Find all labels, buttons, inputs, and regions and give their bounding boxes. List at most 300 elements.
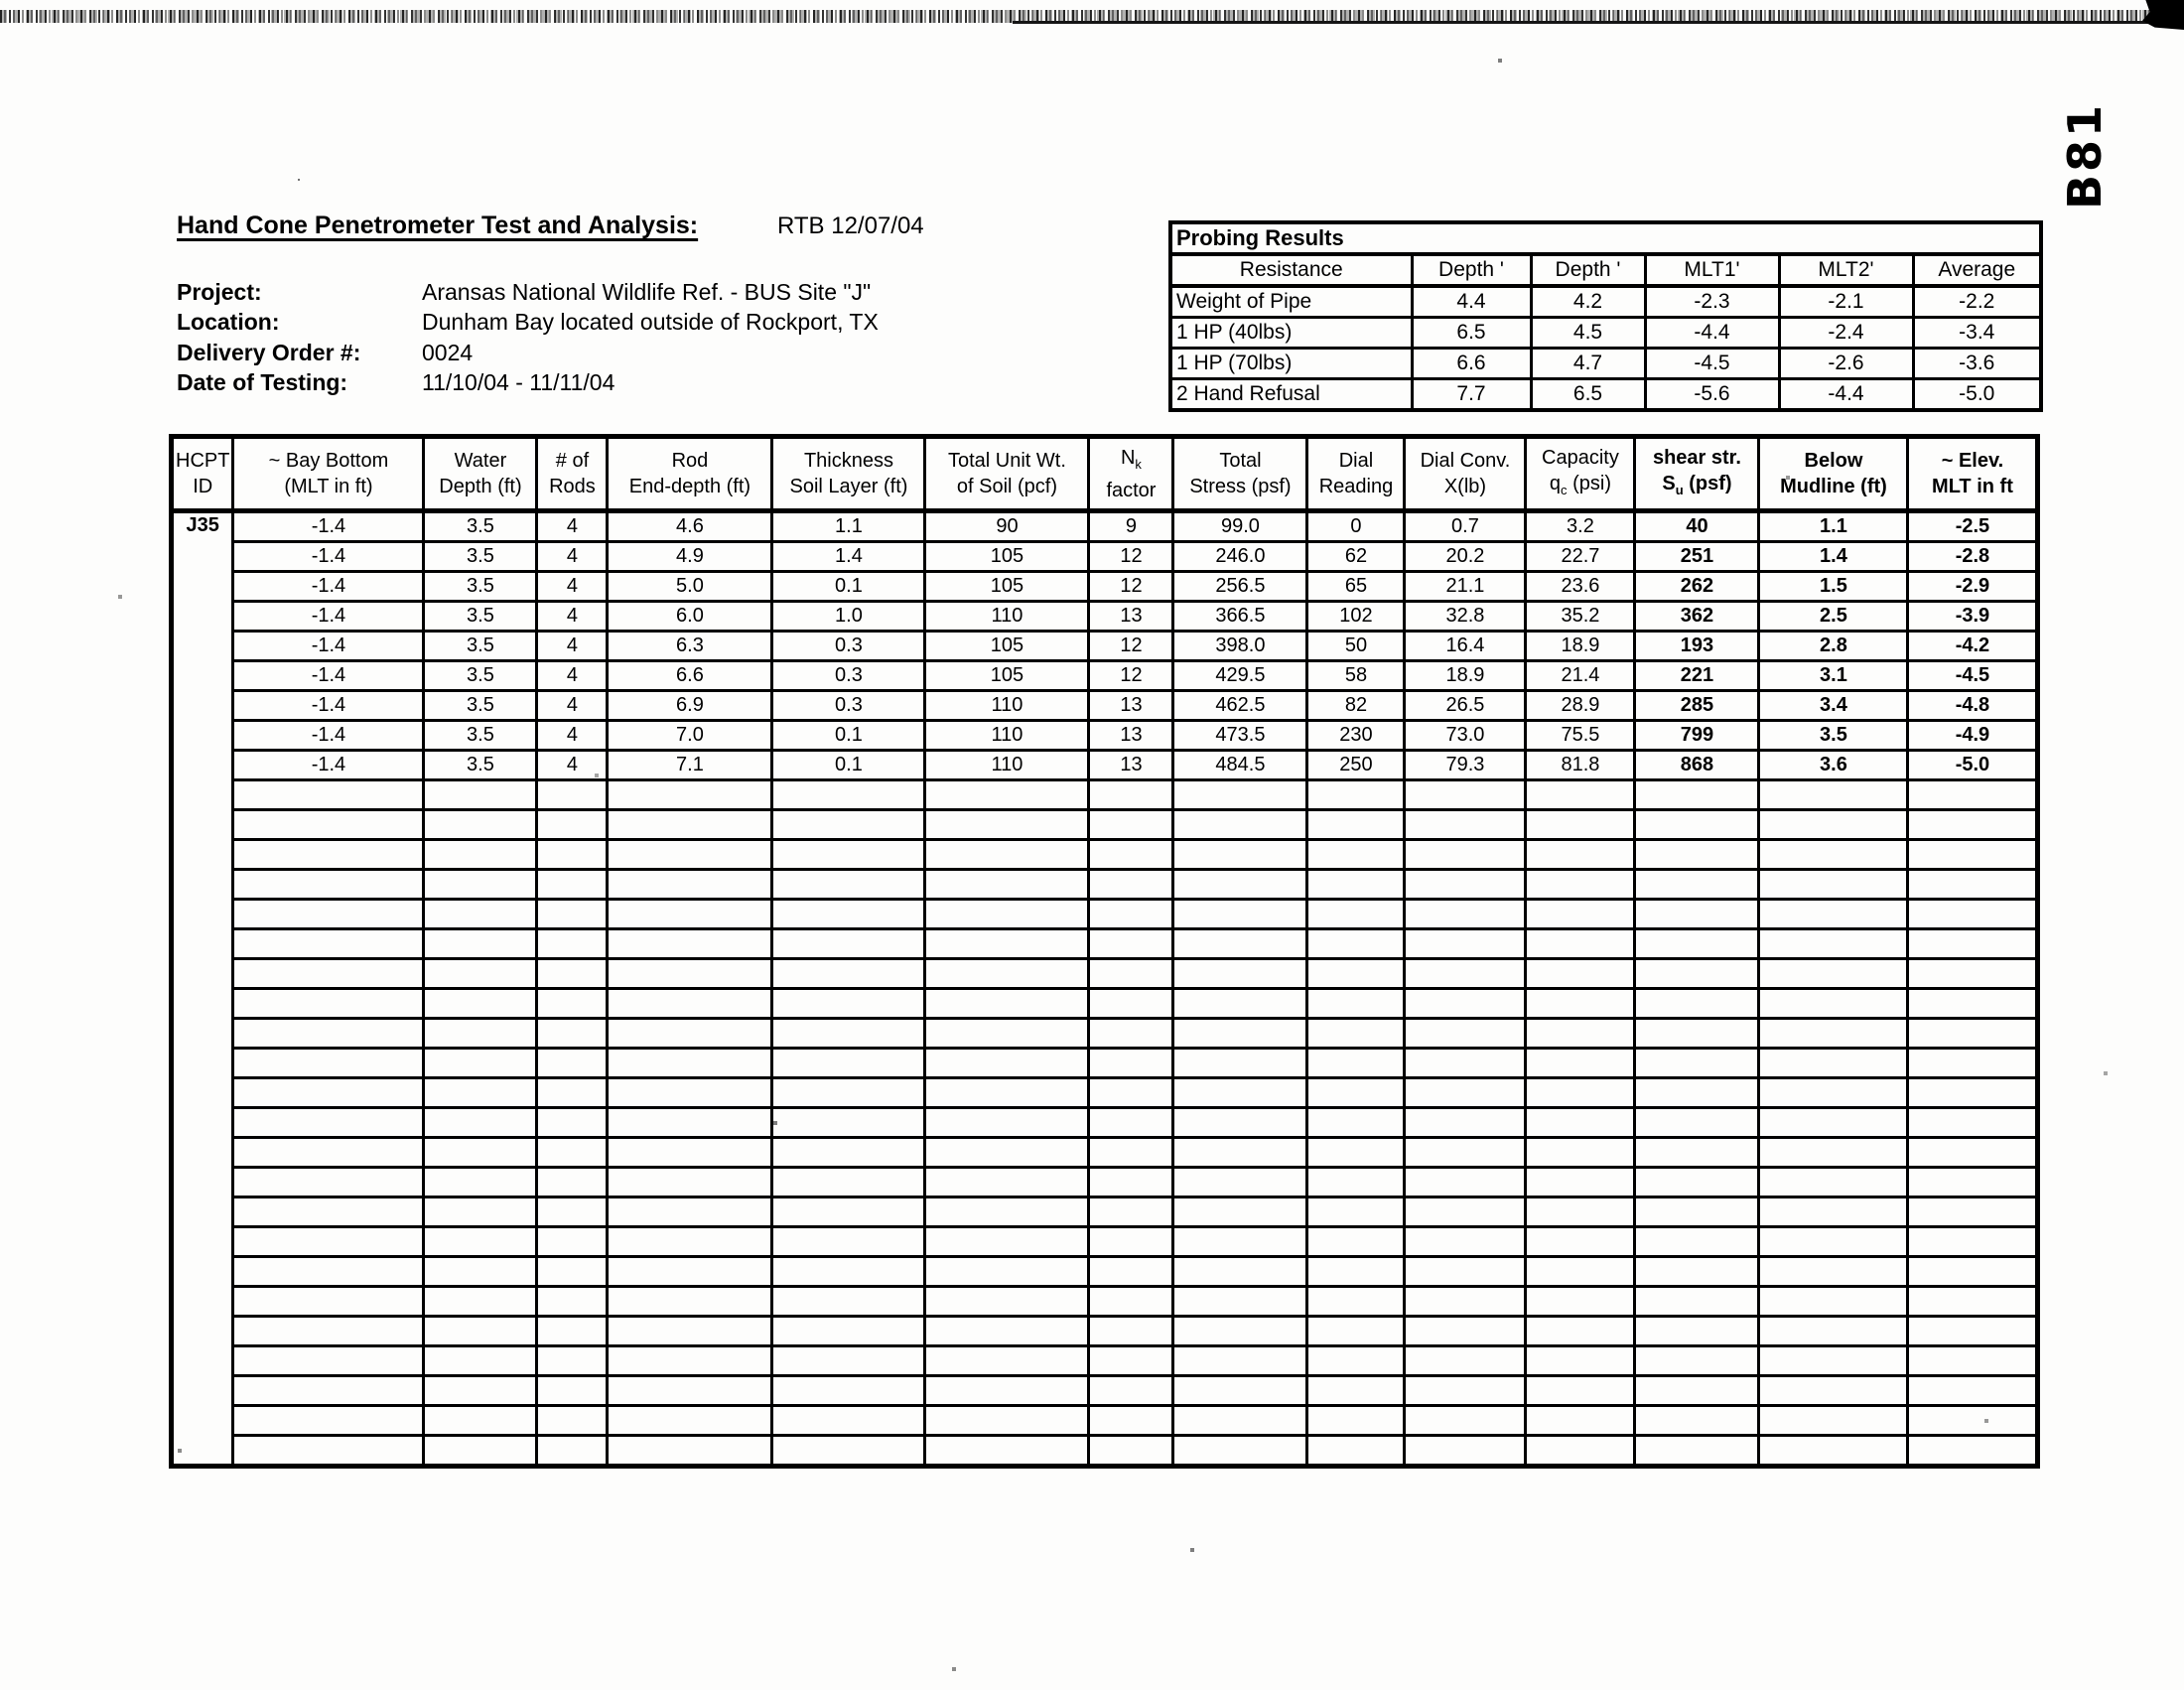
hcpt-empty-row [172,1406,2038,1436]
hcpt-empty-cell [772,989,925,1019]
hcpt-empty-cell [1173,1197,1307,1227]
hcpt-empty-cell [1908,840,2038,870]
hcpt-value-cell: 50 [1307,632,1405,661]
hcpt-empty-cell [1635,840,1759,870]
hcpt-empty-cell [608,840,772,870]
hcpt-empty-cell [1173,959,1307,989]
hcpt-empty-cell [1635,810,1759,840]
hcpt-empty-cell [1173,1287,1307,1317]
hcpt-value-cell: 5.0 [608,572,772,602]
hcpt-value-cell: 4 [537,721,608,751]
info-value: Dunham Bay located outside of Rockport, TX [422,309,879,336]
hcpt-empty-cell [233,1346,424,1376]
hcpt-empty-cell [1307,1287,1405,1317]
hcpt-empty-cell [1307,989,1405,1019]
hcpt-empty-cell [1908,1287,2038,1317]
hcpt-value-cell: 12 [1089,542,1173,572]
hcpt-empty-cell [1526,1287,1635,1317]
hcpt-empty-cell [1307,1168,1405,1197]
hcpt-value-cell: 65 [1307,572,1405,602]
hcpt-empty-cell [1405,1436,1526,1467]
hcpt-empty-cell [233,1078,424,1108]
hcpt-value-cell: 21.4 [1526,661,1635,691]
hcpt-empty-cell [1089,1376,1173,1406]
hcpt-empty-cell [925,870,1089,900]
hcpt-data-row [172,511,2038,542]
hcpt-empty-cell [1526,870,1635,900]
hcpt-value-cell: 26.5 [1405,691,1526,721]
info-label: Delivery Order #: [177,339,361,365]
hcpt-empty-cell [1908,870,2038,900]
hcpt-empty-cell [424,1317,537,1346]
hcpt-empty-cell [1405,929,1526,959]
hcpt-empty-cell [537,870,608,900]
hcpt-empty-cell [424,900,537,929]
hcpt-empty-cell [424,959,537,989]
hcpt-empty-cell [1908,1317,2038,1346]
probing-resistance-label: 1 HP (40lbs) [1170,318,1412,349]
hcpt-value-cell: 7.0 [608,721,772,751]
hcpt-value-cell: -1.4 [233,661,424,691]
hcpt-value-cell: 105 [925,632,1089,661]
hcpt-empty-cell [772,1436,925,1467]
probing-value-cell: -5.6 [1645,379,1779,411]
hcpt-value-cell: 3.5 [424,632,537,661]
hcpt-empty-cell [1635,1436,1759,1467]
hcpt-empty-cell [537,929,608,959]
hcpt-empty-cell [1307,870,1405,900]
hcpt-empty-cell [1759,1406,1908,1436]
hcpt-empty-cell [537,959,608,989]
hcpt-empty-cell [1759,1376,1908,1406]
hcpt-empty-cell [424,989,537,1019]
hcpt-value-cell: 799 [1635,721,1759,751]
hcpt-empty-cell [925,1168,1089,1197]
hcpt-value-cell: -1.4 [233,632,424,661]
hcpt-empty-cell [1635,959,1759,989]
hcpt-empty-row [172,810,2038,840]
hcpt-empty-cell [537,1138,608,1168]
hcpt-empty-cell [1173,1436,1307,1467]
hcpt-empty-row [172,1227,2038,1257]
hcpt-empty-cell [424,870,537,900]
probing-value-cell: -2.3 [1645,286,1779,318]
hcpt-empty-cell [772,1227,925,1257]
hcpt-empty-cell [1759,1078,1908,1108]
hcpt-empty-cell [1173,1317,1307,1346]
probing-value-cell: 6.5 [1531,379,1645,411]
hcpt-empty-cell [772,959,925,989]
hcpt-value-cell: 1.4 [772,542,925,572]
hcpt-column-header [1089,437,1173,511]
hcpt-value-cell: -3.9 [1908,602,2038,632]
hcpt-empty-cell [772,1138,925,1168]
hcpt-empty-cell [424,1227,537,1257]
hcpt-empty-cell [537,900,608,929]
hcpt-value-cell: 0.3 [772,661,925,691]
hcpt-value-cell: 3.5 [424,511,537,542]
hcpt-empty-cell [233,1197,424,1227]
probing-value-cell: 4.2 [1531,286,1645,318]
hcpt-empty-cell [233,810,424,840]
hcpt-empty-cell [772,900,925,929]
hcpt-empty-cell [925,840,1089,870]
hcpt-empty-cell [1307,1257,1405,1287]
hcpt-empty-cell [1089,840,1173,870]
hcpt-value-cell: 105 [925,661,1089,691]
hcpt-empty-cell [1526,1019,1635,1049]
hcpt-empty-cell [1635,929,1759,959]
hcpt-value-cell: 99.0 [1173,511,1307,542]
hcpt-empty-cell [608,1436,772,1467]
hcpt-header-line1: HCPT [176,450,230,472]
hcpt-value-cell: 102 [1307,602,1405,632]
hcpt-data-row [172,602,2038,632]
hcpt-empty-cell [1759,929,1908,959]
hcpt-empty-cell [424,1049,537,1078]
hcpt-empty-cell [772,1257,925,1287]
probing-value-cell: 6.6 [1412,349,1531,379]
hcpt-empty-cell [233,900,424,929]
info-value: 11/10/04 - 11/11/04 [422,369,615,396]
hcpt-empty-cell [772,1287,925,1317]
hcpt-empty-cell [1526,1257,1635,1287]
hcpt-empty-cell [772,870,925,900]
hcpt-header-line2: Mudline (ft) [1780,476,1887,497]
hcpt-empty-cell [1526,840,1635,870]
hcpt-empty-cell [1759,1049,1908,1078]
hcpt-value-cell: 81.8 [1526,751,1635,780]
hcpt-data-row [172,542,2038,572]
hcpt-empty-cell [537,840,608,870]
hcpt-empty-cell [608,959,772,989]
hcpt-empty-cell [1405,1287,1526,1317]
hcpt-data-row [172,661,2038,691]
hcpt-empty-cell [1173,870,1307,900]
hcpt-empty-cell [1759,1436,1908,1467]
hcpt-value-cell: 1.5 [1759,572,1908,602]
hcpt-empty-cell [1635,1049,1759,1078]
hcpt-empty-cell [233,959,424,989]
hcpt-empty-cell [233,1317,424,1346]
hcpt-value-cell: 75.5 [1526,721,1635,751]
hcpt-value-cell: 3.5 [1759,721,1908,751]
hcpt-empty-cell [608,1227,772,1257]
hcpt-empty-cell [537,1346,608,1376]
hcpt-empty-row [172,1436,2038,1467]
hcpt-column-header [172,437,233,511]
hcpt-empty-cell [608,1346,772,1376]
hcpt-empty-cell [1405,1257,1526,1287]
info-row-delivery-order [177,338,879,368]
hcpt-value-cell: 1.1 [1759,511,1908,542]
hcpt-empty-cell [1759,900,1908,929]
hcpt-empty-cell [608,1049,772,1078]
hcpt-empty-cell [537,1287,608,1317]
hcpt-empty-cell [1089,780,1173,810]
hcpt-empty-cell [1089,1078,1173,1108]
hcpt-value-cell: 0.3 [772,632,925,661]
hcpt-value-cell: 3.5 [424,751,537,780]
hcpt-empty-cell [608,1376,772,1406]
hcpt-value-cell: -1.4 [233,511,424,542]
hcpt-empty-row [172,1108,2038,1138]
hcpt-value-cell: 13 [1089,602,1173,632]
hcpt-column-header [1759,437,1908,511]
hcpt-empty-cell [537,1227,608,1257]
hcpt-empty-cell [1307,1138,1405,1168]
hcpt-value-cell: 18.9 [1405,661,1526,691]
hcpt-value-cell: 221 [1635,661,1759,691]
hcpt-empty-cell [1526,1436,1635,1467]
hcpt-value-cell: 398.0 [1173,632,1307,661]
probing-value-cell: -2.1 [1779,286,1913,318]
hcpt-empty-cell [1635,1108,1759,1138]
hcpt-value-cell: 13 [1089,721,1173,751]
hcpt-value-cell: 58 [1307,661,1405,691]
hcpt-column-header [772,437,925,511]
hcpt-column-header [424,437,537,511]
hcpt-empty-cell [1173,929,1307,959]
hcpt-value-cell: 6.0 [608,602,772,632]
hcpt-empty-cell [1405,1406,1526,1436]
hcpt-value-cell: 1.1 [772,511,925,542]
hcpt-empty-cell [772,1049,925,1078]
hcpt-header-line2: $S_u$ (psf) [1662,472,1732,497]
hcpt-value-cell: 462.5 [1173,691,1307,721]
hcpt-header-line1: Rod [671,450,709,472]
hcpt-empty-cell [1307,1406,1405,1436]
hcpt-empty-cell [1307,900,1405,929]
hcpt-empty-cell [925,1317,1089,1346]
probing-column-header: Depth ' [1531,254,1645,286]
hcpt-empty-cell [1405,780,1526,810]
hcpt-value-cell: 73.0 [1405,721,1526,751]
hcpt-empty-row [172,989,2038,1019]
hcpt-value-cell: 1.0 [772,602,925,632]
hcpt-empty-cell [537,810,608,840]
hcpt-empty-cell [424,1406,537,1436]
hcpt-value-cell: -1.4 [233,602,424,632]
hcpt-value-cell: 0.1 [772,572,925,602]
probing-results-title: Probing Results [1170,222,2041,254]
hcpt-empty-cell [772,780,925,810]
hcpt-empty-cell [925,1436,1089,1467]
hcpt-empty-row [172,1049,2038,1078]
hcpt-empty-cell [1307,1346,1405,1376]
info-row-date-of-testing [177,368,879,399]
hcpt-empty-cell [1405,810,1526,840]
hcpt-empty-cell [1908,1197,2038,1227]
hcpt-empty-cell [537,1376,608,1406]
probing-value-cell: -4.5 [1645,349,1779,379]
hcpt-empty-cell [925,900,1089,929]
hcpt-value-cell: 3.5 [424,661,537,691]
probing-value-cell: -2.6 [1779,349,1913,379]
probing-value-cell: -4.4 [1779,379,1913,411]
hcpt-empty-cell [1173,1257,1307,1287]
hcpt-empty-cell [925,1078,1089,1108]
hcpt-empty-cell [1526,959,1635,989]
hcpt-value-cell: 4 [537,602,608,632]
hcpt-empty-cell [537,1257,608,1287]
hcpt-value-cell: -1.4 [233,721,424,751]
hcpt-empty-cell [1635,989,1759,1019]
hcpt-column-header [1635,437,1759,511]
hcpt-empty-cell [1173,1078,1307,1108]
hcpt-value-cell: 1.4 [1759,542,1908,572]
hcpt-value-cell: 3.6 [1759,751,1908,780]
hcpt-empty-cell [1526,1049,1635,1078]
hcpt-value-cell: 0.3 [772,691,925,721]
hcpt-empty-cell [608,870,772,900]
handwritten-page-label: B81 [2058,101,2112,211]
hcpt-empty-cell [1526,929,1635,959]
hcpt-empty-cell [424,1346,537,1376]
hcpt-empty-cell [1635,780,1759,810]
hcpt-empty-row [172,1019,2038,1049]
hcpt-empty-cell [1759,1197,1908,1227]
hcpt-empty-cell [1307,1019,1405,1049]
info-row-project [177,277,879,308]
hcpt-value-cell: -1.4 [233,572,424,602]
hcpt-empty-cell [1089,1108,1173,1138]
hcpt-empty-cell [233,1049,424,1078]
hcpt-empty-cell [1089,900,1173,929]
hcpt-column-header [233,437,424,511]
hcpt-header-line1: $N_k$ [1120,446,1142,472]
hcpt-empty-cell [233,929,424,959]
hcpt-value-cell: 105 [925,542,1089,572]
hcpt-empty-cell [1908,1138,2038,1168]
hcpt-empty-cell [1635,870,1759,900]
hcpt-empty-cell [1759,1346,1908,1376]
hcpt-empty-cell [1089,989,1173,1019]
hcpt-empty-cell [1759,1287,1908,1317]
hcpt-header-line2: of Soil (pcf) [956,476,1058,497]
hcpt-empty-cell [772,1317,925,1346]
hcpt-empty-cell [537,989,608,1019]
hcpt-value-cell: 4.9 [608,542,772,572]
hcpt-empty-cell [424,810,537,840]
probing-row [1170,349,2041,379]
hcpt-value-cell: 3.5 [424,602,537,632]
hcpt-empty-cell [1759,840,1908,870]
probing-row [1170,318,2041,349]
hcpt-empty-row [172,1257,2038,1287]
probing-header-row [1170,254,2041,286]
hcpt-header-line1: Water [454,450,507,472]
hcpt-column-header [1307,437,1405,511]
hcpt-empty-cell [1759,780,1908,810]
hcpt-value-cell: 4 [537,751,608,780]
hcpt-empty-cell [1759,1138,1908,1168]
info-label: Project: [177,278,262,305]
probing-results-table [1168,220,2043,412]
hcpt-empty-cell [233,1168,424,1197]
hcpt-empty-cell [1908,1376,2038,1406]
hcpt-empty-cell [1759,1227,1908,1257]
hcpt-empty-cell [772,840,925,870]
hcpt-empty-cell [424,1197,537,1227]
hcpt-empty-cell [233,1138,424,1168]
hcpt-empty-cell [1089,1168,1173,1197]
hcpt-empty-cell [424,1078,537,1108]
hcpt-empty-cell [1307,1376,1405,1406]
hcpt-empty-cell [1173,900,1307,929]
hcpt-empty-cell [1173,780,1307,810]
hcpt-empty-cell [925,1138,1089,1168]
hcpt-value-cell: 362 [1635,602,1759,632]
hcpt-header-line2: (MLT in ft) [284,476,373,497]
hcpt-value-cell: 285 [1635,691,1759,721]
hcpt-empty-cell [1405,1049,1526,1078]
hcpt-empty-cell [1526,1108,1635,1138]
hcpt-value-cell: 193 [1635,632,1759,661]
hcpt-value-cell: 6.9 [608,691,772,721]
hcpt-value-cell: 3.5 [424,542,537,572]
hcpt-empty-cell [1908,1406,2038,1436]
hcpt-empty-cell [1908,1436,2038,1467]
hcpt-value-cell: 105 [925,572,1089,602]
hcpt-empty-cell [1405,900,1526,929]
hcpt-empty-cell [1089,1019,1173,1049]
hcpt-empty-cell [1526,1317,1635,1346]
hcpt-empty-row [172,959,2038,989]
hcpt-empty-cell [772,1197,925,1227]
hcpt-header-line2: Rods [549,476,596,497]
hcpt-value-cell: 21.1 [1405,572,1526,602]
probing-value-cell: -3.6 [1913,349,2041,379]
hcpt-data-row [172,721,2038,751]
hcpt-value-cell: 4 [537,691,608,721]
hcpt-empty-cell [608,1317,772,1346]
hcpt-data-row [172,751,2038,780]
scan-noise-line [1013,21,2184,24]
hcpt-empty-cell [233,840,424,870]
hcpt-value-cell: 13 [1089,691,1173,721]
hcpt-header-line1: Capacity [1542,446,1619,469]
hcpt-empty-cell [1908,1168,2038,1197]
hcpt-empty-cell [537,1406,608,1436]
hcpt-value-cell: 20.2 [1405,542,1526,572]
hcpt-value-cell: 110 [925,691,1089,721]
hcpt-column-header [1526,437,1635,511]
hcpt-empty-cell [772,1019,925,1049]
hcpt-empty-row [172,1287,2038,1317]
hcpt-empty-cell [1089,1346,1173,1376]
probing-value-cell: 6.5 [1412,318,1531,349]
hcpt-header-line1: # of [555,450,590,472]
hcpt-empty-cell [537,1108,608,1138]
hcpt-empty-cell [1173,1019,1307,1049]
hcpt-empty-cell [1307,1227,1405,1257]
hcpt-empty-cell [1908,1108,2038,1138]
hcpt-empty-cell [1307,1108,1405,1138]
scan-specks [298,179,300,181]
hcpt-empty-cell [608,1287,772,1317]
hcpt-value-cell: 2.5 [1759,602,1908,632]
probing-row [1170,379,2041,411]
hcpt-empty-row [172,1138,2038,1168]
hcpt-value-cell: 473.5 [1173,721,1307,751]
hcpt-value-cell: -5.0 [1908,751,2038,780]
probing-value-cell: 4.7 [1531,349,1645,379]
hcpt-value-cell: -2.8 [1908,542,2038,572]
hcpt-header-line2: X(lb) [1443,476,1487,497]
hcpt-empty-cell [1405,840,1526,870]
hcpt-empty-cell [1173,1227,1307,1257]
